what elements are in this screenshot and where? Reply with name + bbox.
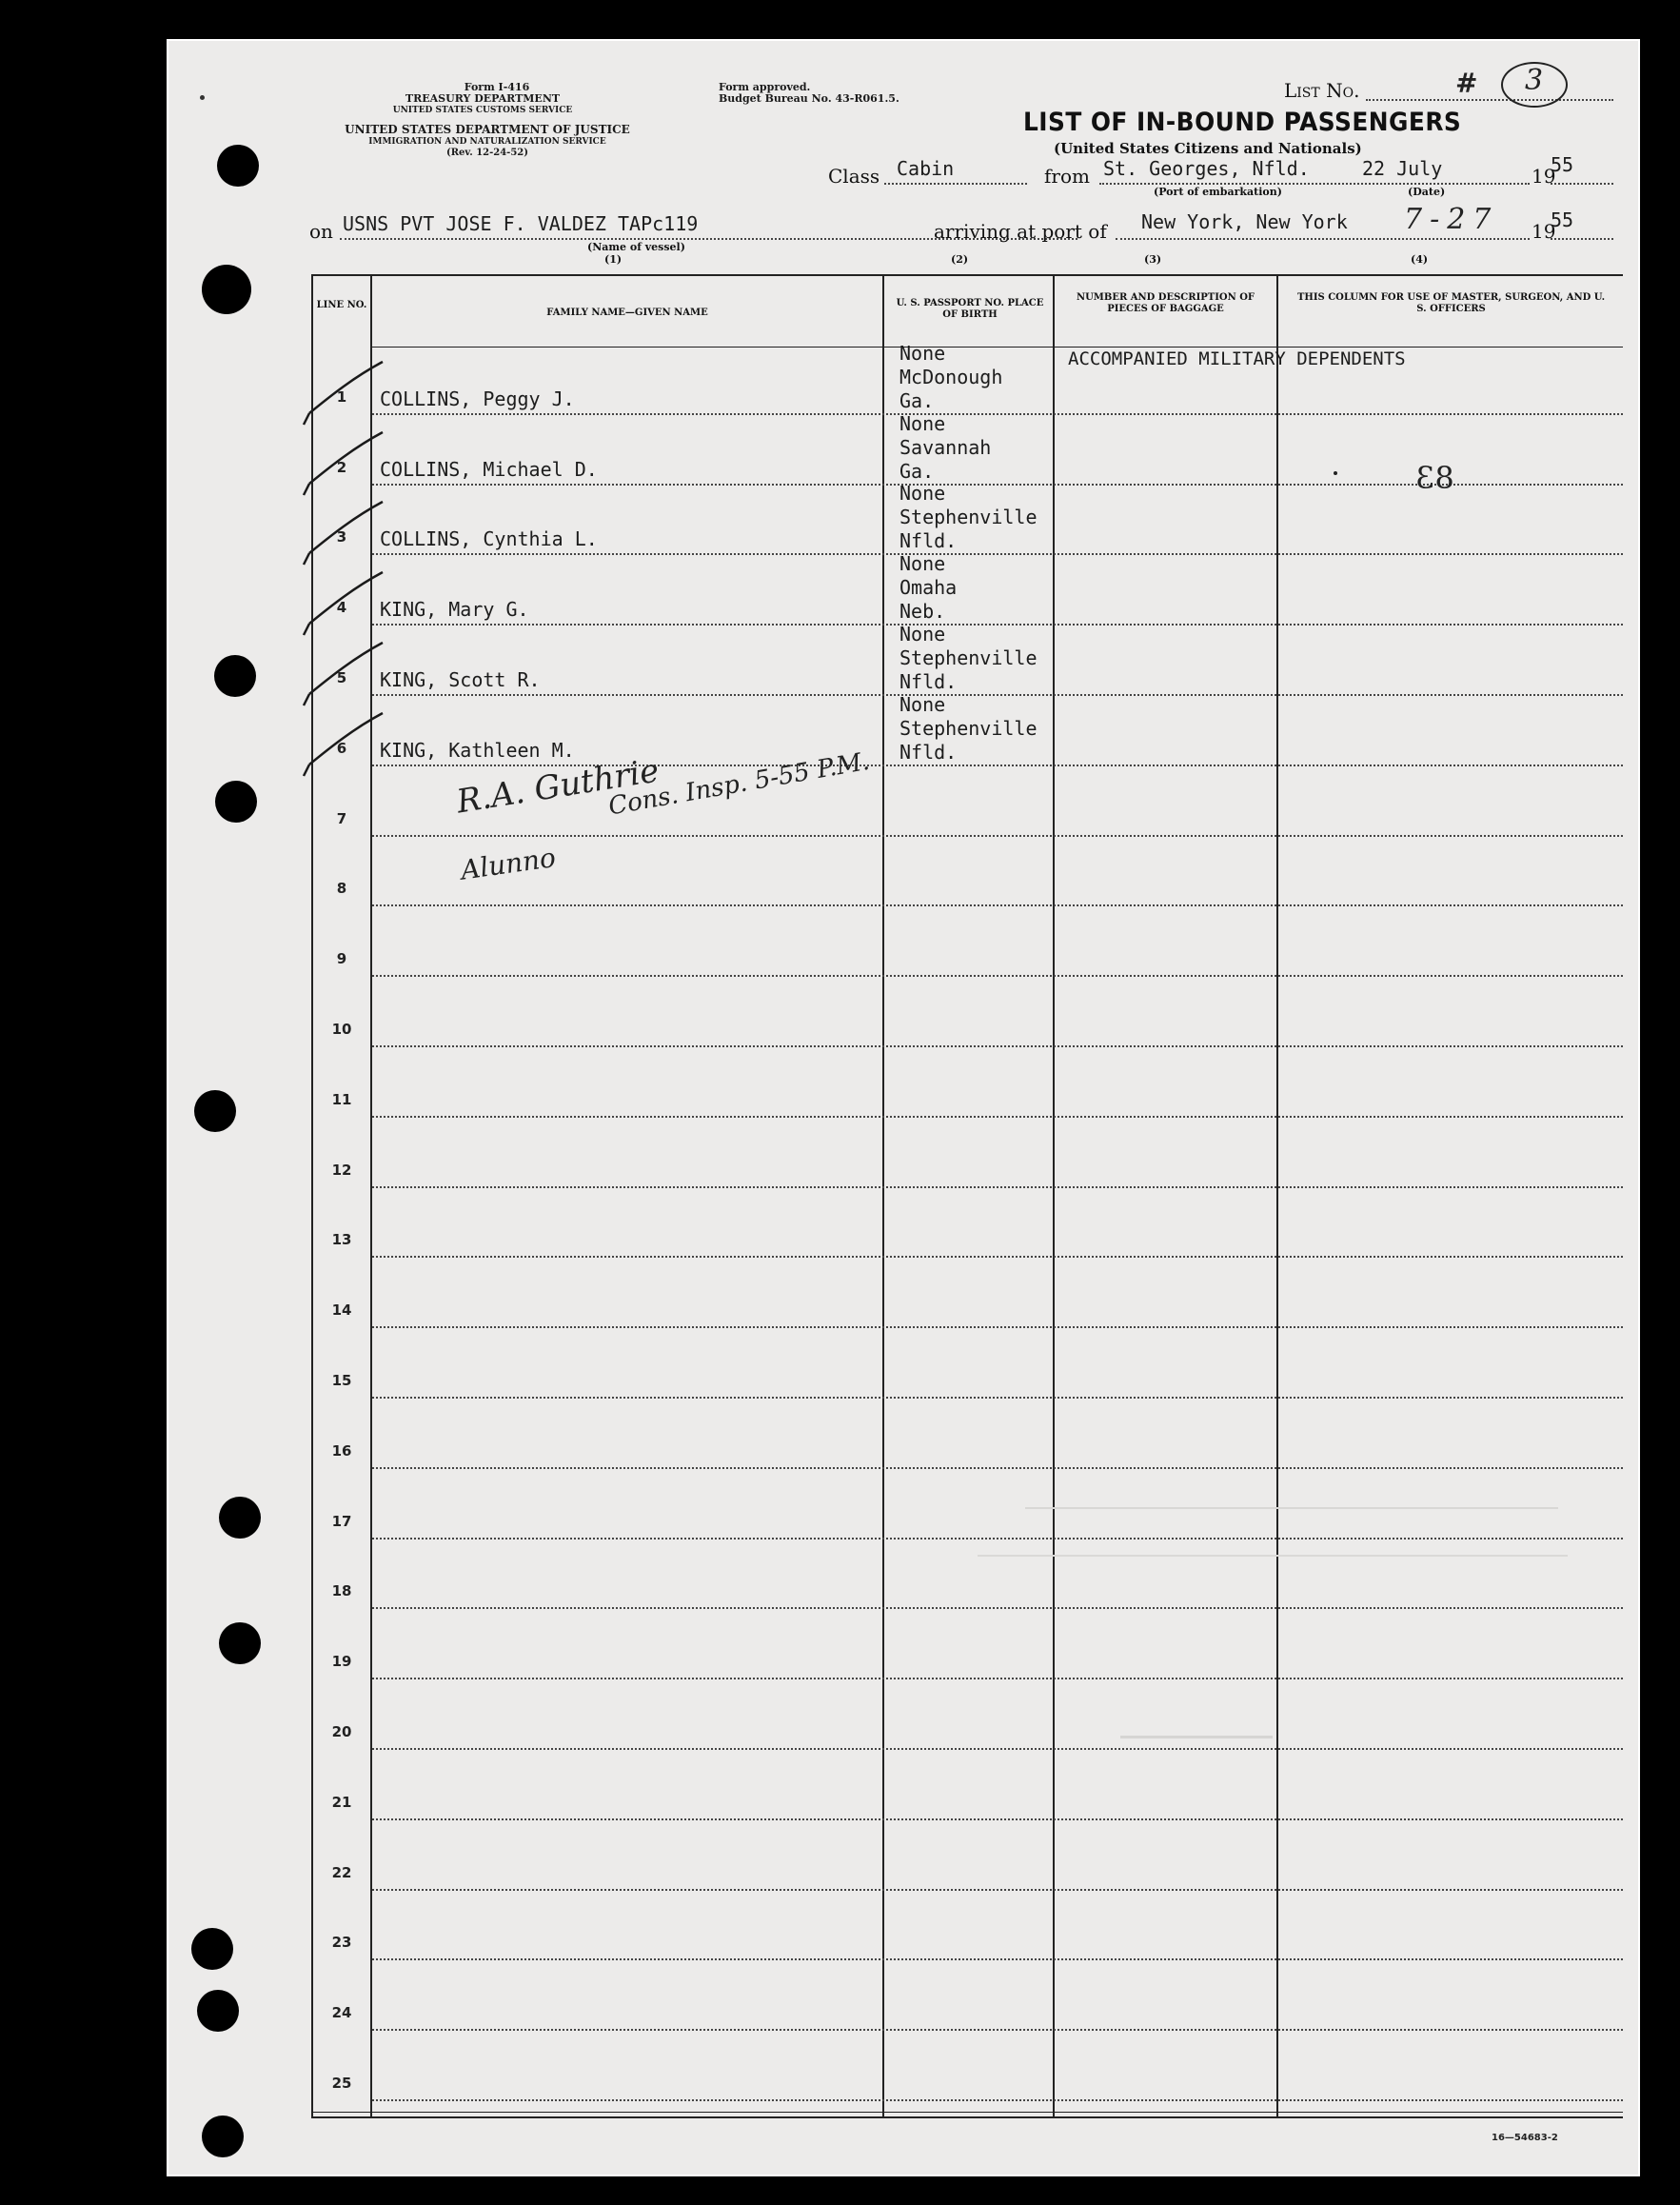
row-rule: [372, 1186, 1623, 1188]
check-mark-icon: [302, 428, 387, 505]
col3-caption: (3): [1144, 253, 1162, 266]
line-number: 7: [336, 810, 347, 827]
bleed-through-mark: [1120, 1736, 1273, 1738]
line-number: 21: [331, 1794, 352, 1811]
arrival-year: 55: [1551, 209, 1574, 231]
list-no-hash: #: [1455, 68, 1478, 99]
punch-hole: [219, 1622, 261, 1664]
header-passport: U. S. PASSPORT NO. PLACE OF BIRTH: [896, 298, 1044, 320]
line-number: 6: [336, 740, 347, 757]
line-number: 19: [331, 1653, 352, 1670]
list-no-line: [1366, 99, 1613, 101]
punch-hole: [197, 1990, 239, 2032]
justice-dept: UNITED STATES DEPARTMENT OF JUSTICE: [345, 123, 630, 136]
row-rule: [372, 1045, 1623, 1047]
vessel-caption: (Name of vessel): [587, 241, 685, 253]
embarkation-date: 22 July: [1362, 157, 1443, 180]
port-of-embarkation: St. Georges, Nfld.: [1103, 157, 1310, 180]
year-line: [1551, 183, 1613, 185]
line-number: 2: [336, 459, 347, 476]
check-mark-icon: [302, 639, 387, 715]
print-code: 16—54683-2: [1492, 2133, 1558, 2143]
arrival-year-prefix: 19: [1532, 220, 1556, 243]
year-value: 55: [1551, 153, 1574, 176]
arrival-date: 7-27: [1404, 203, 1499, 236]
table-top-border: [311, 274, 1623, 276]
arrival-port: New York, New York: [1141, 210, 1348, 233]
passenger-name: KING, Mary G.: [380, 598, 529, 621]
punch-hole: [202, 265, 251, 314]
passport-number: None: [899, 342, 946, 365]
passenger-name: COLLINS, Peggy J.: [380, 387, 575, 410]
line-number: 15: [331, 1372, 352, 1389]
line-number: 20: [331, 1723, 352, 1740]
passenger-name: COLLINS, Cynthia L.: [380, 527, 598, 550]
ins-service: IMMIGRATION AND NATURALIZATION SERVICE: [368, 137, 606, 147]
row-rule: [372, 2029, 1623, 2031]
header-line-no: LINE NO.: [316, 300, 367, 310]
row-rule: [372, 1116, 1623, 1118]
port-caption: (Port of embarkation): [1154, 186, 1282, 198]
row-rule: [372, 553, 1623, 555]
passport-number: None: [899, 482, 946, 505]
budget-bureau: Budget Bureau No. 43-R061.5.: [719, 92, 899, 105]
line-number: 23: [331, 1934, 352, 1951]
vessel-name: USNS PVT JOSE F. VALDEZ TAPc119: [343, 212, 699, 235]
revision: (Rev. 12-24-52): [446, 148, 528, 158]
bleed-through-mark: [1025, 1507, 1558, 1509]
birth-place: Stephenville: [899, 506, 1038, 528]
line-number: 18: [331, 1582, 352, 1599]
row-rule: [372, 1397, 1623, 1399]
row-rule: [372, 975, 1623, 977]
year-prefix: 19: [1532, 165, 1556, 188]
line-number: 17: [331, 1513, 352, 1530]
passenger-name: COLLINS, Michael D.: [380, 458, 598, 481]
header-officers: THIS COLUMN FOR USE OF MASTER, SURGEON, AND U. S. OFFICERS: [1296, 292, 1606, 314]
from-label: from: [1044, 165, 1090, 188]
punch-hole: [194, 1090, 236, 1132]
row-rule: [372, 1607, 1623, 1609]
line-number: 16: [331, 1442, 352, 1460]
birth-state: Ga.: [899, 389, 935, 412]
class-line: [884, 183, 1027, 185]
class-label: Class: [828, 165, 880, 188]
line-number: 11: [331, 1091, 352, 1108]
line-number: 9: [336, 950, 347, 967]
inspector-initials: Alunno: [459, 842, 558, 886]
line-number: 1: [336, 388, 347, 406]
arrival-year-line: [1551, 238, 1613, 240]
birth-place: Savannah: [899, 436, 992, 459]
birth-state: Ga.: [899, 460, 935, 483]
passport-number: None: [899, 623, 946, 646]
row-rule: [372, 1748, 1623, 1750]
check-mark-icon: [302, 498, 387, 574]
row-rule: [372, 1467, 1623, 1469]
form-number: Form I-416: [464, 81, 530, 93]
form-approved: Form approved.: [719, 81, 811, 93]
birth-place: Stephenville: [899, 646, 1038, 669]
punch-hole: [219, 1497, 261, 1539]
passport-number: None: [899, 693, 946, 716]
line-number: 25: [331, 2075, 352, 2092]
treasury-dept: TREASURY DEPARTMENT: [405, 92, 561, 105]
passport-number: None: [899, 552, 946, 575]
punch-hole: [202, 2116, 244, 2157]
arriving-label: arriving at port of: [934, 220, 1107, 243]
punch-hole: [191, 1928, 233, 1970]
birth-state: Neb.: [899, 600, 946, 623]
check-mark-icon: [302, 568, 387, 645]
row-rule: [372, 835, 1623, 837]
row-rule: [372, 2099, 1623, 2101]
row-rule: [372, 624, 1623, 626]
on-label: on: [309, 220, 333, 243]
row-rule: [372, 1326, 1623, 1328]
row-rule: [372, 1889, 1623, 1891]
dot-mark: [200, 95, 205, 100]
row-rule: [372, 413, 1623, 415]
arrival-line: [1116, 238, 1530, 240]
passenger-name: KING, Scott R.: [380, 668, 541, 691]
punch-hole: [215, 781, 257, 823]
punch-hole: [214, 655, 256, 697]
col-divider-baggage: [1276, 274, 1278, 2118]
line-number: 4: [336, 599, 347, 616]
line-number: 22: [331, 1864, 352, 1881]
row-rule: [372, 1538, 1623, 1540]
table-bottom-border-2: [311, 2112, 1623, 2113]
row-rule: [372, 1678, 1623, 1679]
birth-state: Nfld.: [899, 529, 958, 552]
col-divider-passport: [1053, 274, 1055, 2118]
row-rule: [372, 1256, 1623, 1258]
table-bottom-border: [311, 2116, 1623, 2118]
bleed-through-mark: [978, 1555, 1568, 1557]
inspector-signature: R.A. Guthrie: [454, 751, 662, 822]
header-baggage: NUMBER AND DESCRIPTION OF PIECES OF BAGGAGE: [1076, 292, 1255, 314]
birth-state: Nfld.: [899, 741, 958, 764]
punch-hole: [217, 145, 259, 187]
line-number: 14: [331, 1301, 352, 1319]
row-rule: [372, 904, 1623, 906]
list-no-label: List No.: [1284, 79, 1360, 102]
line-number: 5: [336, 669, 347, 686]
birth-place: Stephenville: [899, 717, 1038, 740]
col2-caption: (2): [951, 253, 969, 266]
baggage-note: ACCOMPANIED MILITARY DEPENDENTS: [1068, 348, 1406, 369]
officer-mark: 83: [1415, 460, 1454, 496]
line-number: 24: [331, 2004, 352, 2021]
birth-place: Omaha: [899, 576, 958, 599]
page-subtitle: (United States Citizens and Nationals): [1054, 140, 1362, 157]
check-mark-icon: [302, 709, 387, 785]
row-rule: [372, 1818, 1623, 1820]
col1-caption: (1): [604, 253, 623, 266]
line-number: 13: [331, 1231, 352, 1248]
birth-place: McDonough: [899, 366, 1003, 388]
check-mark-icon: [302, 358, 387, 434]
header-rule: [372, 347, 1623, 348]
passport-number: None: [899, 412, 946, 435]
col4-caption: (4): [1411, 253, 1429, 266]
line-number: 10: [331, 1021, 352, 1038]
header-name: FAMILY NAME—GIVEN NAME: [546, 308, 708, 318]
from-line: [1099, 183, 1530, 185]
manifest-page: [167, 39, 1640, 2176]
class-value: Cabin: [897, 157, 955, 180]
list-no-value: 3: [1525, 64, 1544, 97]
line-number: 12: [331, 1162, 352, 1179]
line-number: 3: [336, 528, 347, 546]
row-rule: [372, 694, 1623, 696]
passenger-name: KING, Kathleen M.: [380, 739, 575, 762]
row-rule: [372, 1958, 1623, 1960]
birth-state: Nfld.: [899, 670, 958, 693]
page-title: LIST OF IN-BOUND PASSENGERS: [1023, 108, 1462, 137]
line-number: 8: [336, 880, 347, 897]
inspector-annotation: Cons. Insp. 5-55 P.M.: [606, 746, 872, 822]
date-caption: (Date): [1408, 186, 1446, 198]
customs-service: UNITED STATES CUSTOMS SERVICE: [392, 106, 573, 115]
stray-dot: [1334, 471, 1337, 475]
col-divider-name: [882, 274, 884, 2118]
